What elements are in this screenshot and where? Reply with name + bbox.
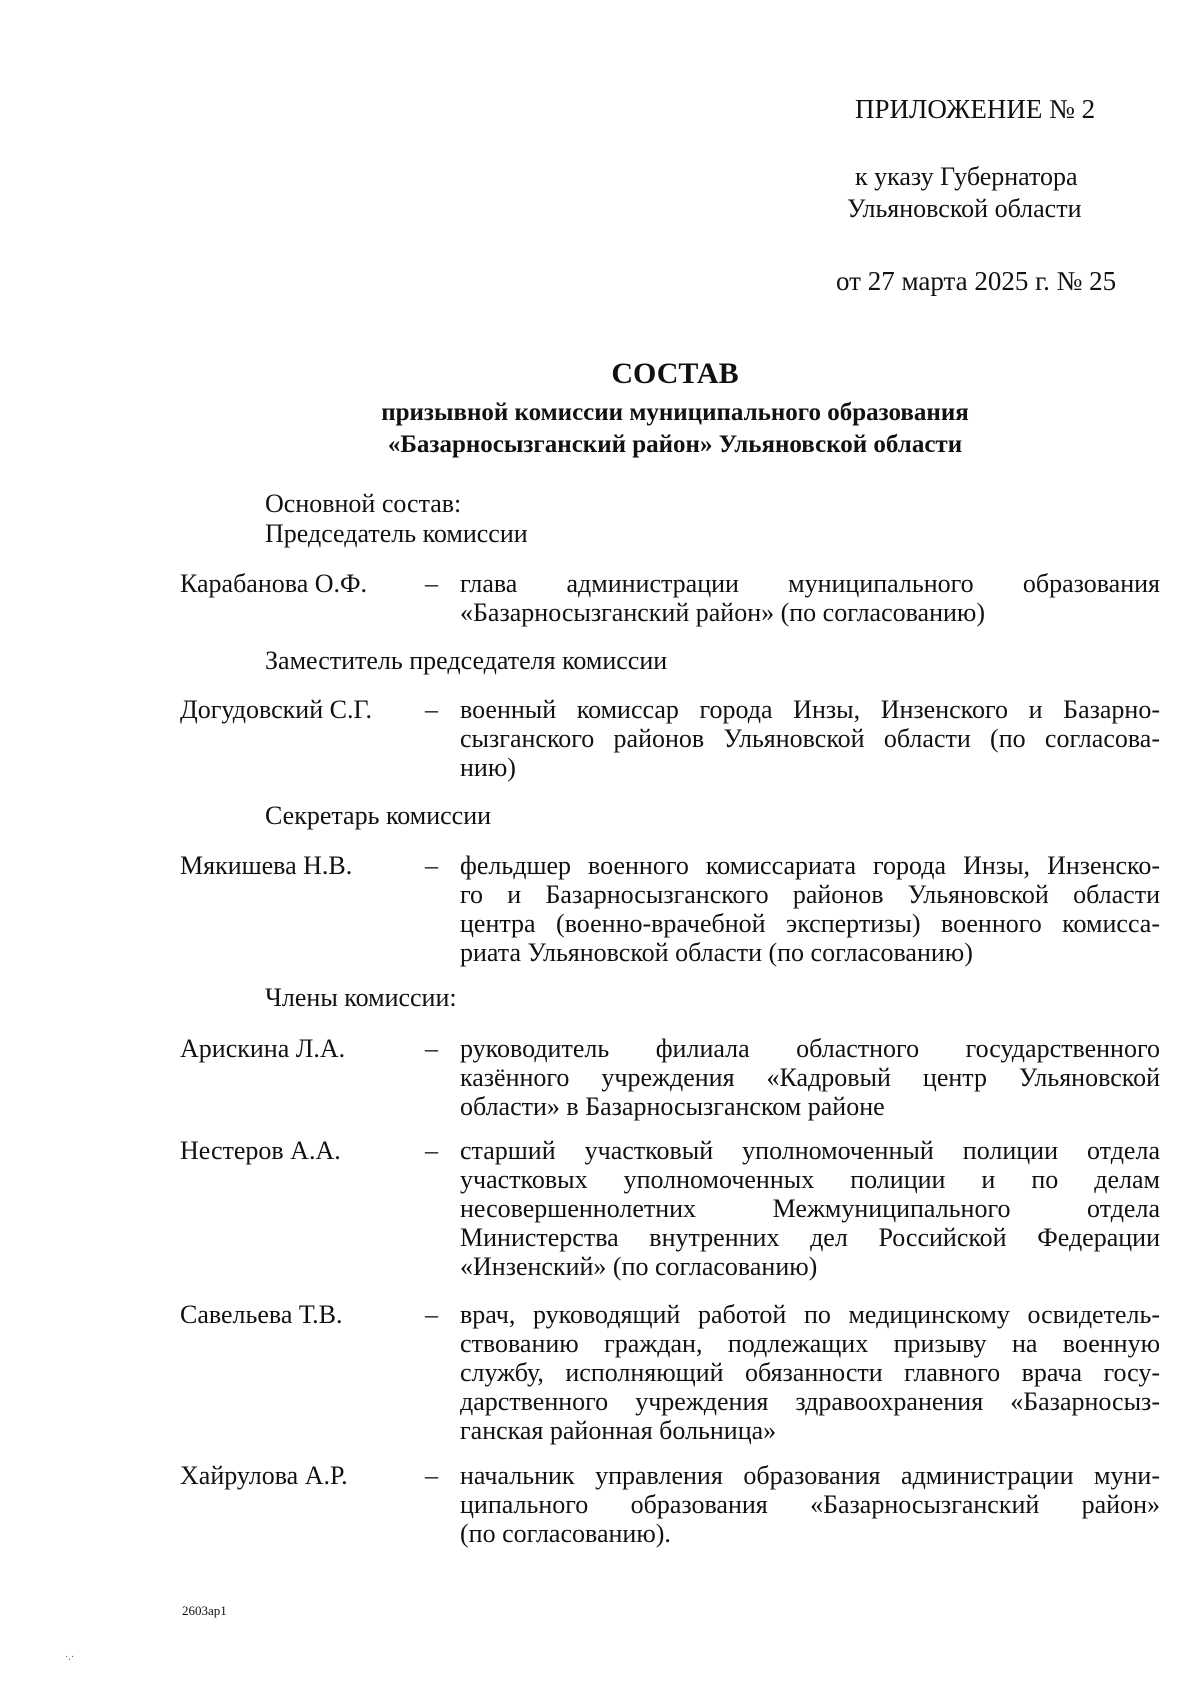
member-description — [460, 569, 1160, 627]
description-line: казённого учреждения «Кадровый центр Ульяновской — [460, 1063, 1160, 1092]
description-line: службу, исполняющий обязанности главного врача госу- — [460, 1358, 1160, 1387]
member-name: Мякишева Н.В. — [180, 851, 353, 880]
dash-separator: – — [425, 1300, 438, 1329]
dash-separator: – — [425, 1136, 438, 1165]
member-description — [460, 851, 1160, 967]
document-subtitle-line-2: «Базарносызганский район» Ульяновской области — [387, 431, 963, 458]
dash-separator: – — [425, 569, 438, 598]
description-line: ганская районная больница» — [460, 1416, 777, 1445]
member-description — [460, 1034, 1160, 1121]
description-line: сызганского районов Ульяновской области (по согласова- — [460, 724, 1160, 753]
description-line: дарственного учреждения здравоохранения «Базарносыз- — [460, 1387, 1160, 1416]
description-line: области» в Базарносызганском районе — [460, 1092, 885, 1121]
member-description — [460, 1136, 1160, 1281]
description-line: го и Базарносызганского районов Ульяновской области — [460, 880, 1160, 909]
member-name: Савельева Т.В. — [180, 1300, 343, 1329]
description-line: участковых уполномоченных полиции и по делам — [460, 1165, 1160, 1194]
description-line: Министерства внутренних дел Российской Федерации — [460, 1223, 1160, 1252]
scan-artifact: ·.· — [65, 1652, 75, 1663]
description-line: руководитель филиала областного государственного — [460, 1034, 1160, 1063]
decree-line-2: Ульяновской области — [847, 194, 1082, 223]
description-line: ципального образования «Базарносызганский район» — [460, 1490, 1160, 1519]
chairman-heading: Председатель комиссии — [265, 519, 528, 548]
description-line: начальник управления образования администрации муни- — [460, 1461, 1160, 1490]
dash-separator: – — [425, 1461, 438, 1490]
description-line: риата Ульяновской области (по согласованию) — [460, 938, 973, 967]
description-line: глава администрации муниципального образования — [460, 569, 1160, 598]
deputy-heading: Заместитель председателя комиссии — [265, 646, 668, 675]
description-line: врач, руководящий работой по медицинскому освидетель- — [460, 1300, 1160, 1329]
member-name: Арискина Л.А. — [180, 1034, 346, 1063]
members-heading: Члены комиссии: — [265, 983, 457, 1012]
member-description — [460, 1300, 1160, 1445]
member-name: Догудовский С.Г. — [180, 695, 373, 724]
description-line: военный комиссар города Инзы, Инзенского и Базарно- — [460, 695, 1160, 724]
main-composition-heading: Основной состав: — [265, 489, 462, 518]
member-name: Хайрулова А.Р. — [180, 1461, 348, 1490]
description-line: «Инзенский» (по согласованию) — [460, 1252, 818, 1281]
dash-separator: – — [425, 1034, 438, 1063]
document-subtitle-line-1: призывной комиссии муниципального образования — [381, 399, 969, 426]
description-line: «Базарносызганский район» (по согласованию) — [460, 598, 986, 627]
description-line: (по согласованию). — [460, 1519, 671, 1548]
dash-separator: – — [425, 851, 438, 880]
decree-line-1: к указу Губернатора — [855, 162, 1078, 191]
decree-date: от 27 марта 2025 г. № 25 — [836, 266, 1117, 296]
secretary-heading: Секретарь комиссии — [265, 801, 492, 830]
description-line: несовершеннолетних Межмуниципального отдела — [460, 1194, 1160, 1223]
document-code: 2603ap1 — [182, 1603, 227, 1618]
member-name: Карабанова О.Ф. — [180, 569, 368, 598]
description-line: фельдшер военного комиссариата города Инзы, Инзенско- — [460, 851, 1160, 880]
member-name: Нестеров А.А. — [180, 1136, 341, 1165]
description-line: ствованию граждан, подлежащих призыву на военную — [460, 1329, 1160, 1358]
document-title: СОСТАВ — [611, 357, 739, 390]
appendix-number: ПРИЛОЖЕНИЕ № 2 — [855, 94, 1096, 124]
description-line: центра (военно-врачебной экспертизы) военного комисса- — [460, 909, 1160, 938]
dash-separator: – — [425, 695, 438, 724]
decree-reference — [847, 161, 1115, 225]
member-description — [460, 695, 1160, 782]
member-description — [460, 1461, 1160, 1548]
description-line: старший участковый уполномоченный полиции отдела — [460, 1136, 1160, 1165]
description-line: нию) — [460, 753, 516, 782]
